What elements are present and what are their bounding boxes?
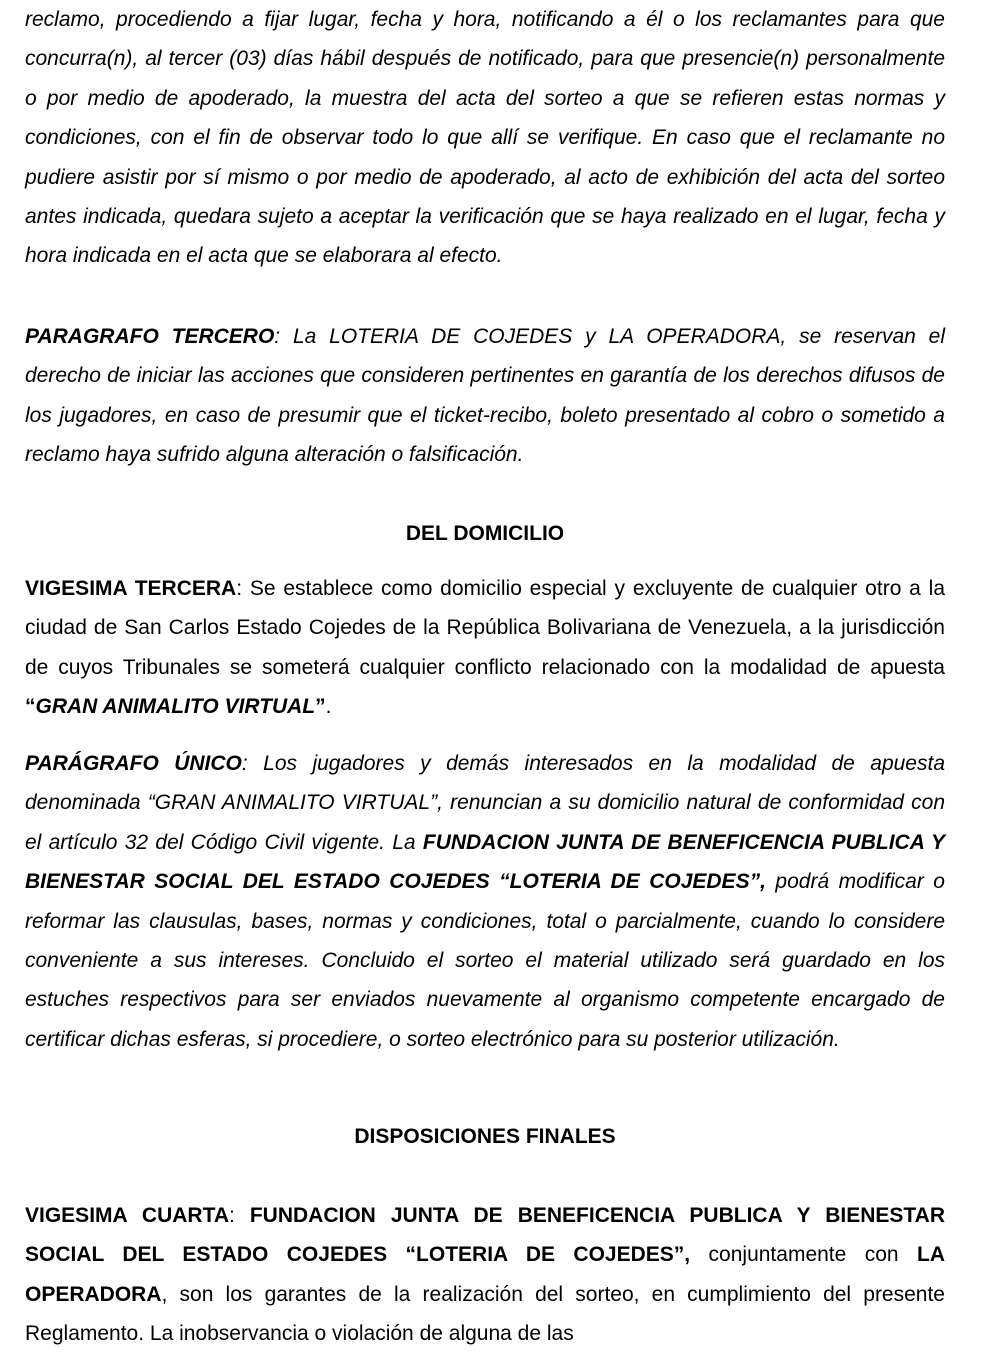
section-heading-domicilio: DEL DOMICILIO — [405, 522, 565, 545]
paragraph-label: VIGESIMA TERCERA — [25, 577, 237, 600]
paragraph-label: PARAGRAFO TERCERO — [25, 325, 275, 348]
paragraph-text-a: : Los jugadores y demás interesados en la modalidad de apuesta denominada “GRAN ANIMALITO VIRTUAL”, renuncian a su domicilio natural de conformidad con el artículo 32 del Código Civil vigente. La — [25, 752, 946, 854]
paragraph-text: : La LOTERIA DE COJEDES y LA OPERADORA, se reservan el derecho de iniciar las acciones que consideren pertinentes en garantía de los derechos difusos de los jugadores, en caso de presumir que el ticket-recibo, boleto presentado al cobro o sometido a reclamo haya sufrido alguna alteración o falsificación. — [25, 325, 946, 467]
paragraph-end: . — [325, 695, 332, 719]
paragraph-bold-a: FUNDACION JUNTA DE BENEFICENCIA PUBLICA Y BIENESTAR SOCIAL DEL ESTADO COJEDES “LOTERIA DE COJEDES”, — [25, 830, 945, 894]
paragraph-text-b: podrá modificar o reformar las clausulas, bases, normas y condiciones, total o parcialmente, cuando lo considere conveniente a sus intereses. Concluido el sorteo el material utilizado será guardado en los estuches respectivos para ser enviados nuevamente al organismo competente encargado de certificar dichas esferas, si procediere, o sorteo electrónico para su posterior utilización. — [25, 870, 945, 1051]
paragraph-tercero — [25, 317, 945, 475]
paragraph-vigesima-tercera — [25, 569, 945, 727]
paragraph-reclamo — [25, 0, 945, 276]
paragraph-label: PARÁGRAFO ÚNICO — [25, 752, 242, 775]
paragraph-bold-b: LA OPERADORA — [25, 1243, 946, 1306]
paragraph-colon: : — [229, 1204, 250, 1227]
quote-close: ” — [315, 695, 326, 719]
paragraph-label: VIGESIMA CUARTA — [25, 1204, 230, 1227]
quote-open: “ — [25, 695, 36, 719]
paragraph-text-a: conjuntamente con — [690, 1243, 918, 1267]
paragraph-bold-a: FUNDACION JUNTA DE BENEFICENCIA PUBLICA Y BIENESTAR SOCIAL DEL ESTADO COJEDES “LOTERIA DE COJEDES”, — [25, 1204, 946, 1267]
paragraph-unico — [25, 744, 945, 1059]
paragraph-vigesima-cuarta — [25, 1196, 945, 1354]
paragraph-text-b: , son los garantes de la realización del sorteo, en cumplimiento del presente Reglamento. La inobservancia o violación de alguna de las — [25, 1282, 945, 1346]
section-heading-disposiciones: DISPOSICIONES FINALES — [354, 1125, 616, 1148]
paragraph-text: reclamo, procediendo a fijar lugar, fecha y hora, notificando a él o los reclamantes para que concurra(n), al tercer (03) días hábil después de notificado, para que presencie(n) personalmente o por medio de apoderado, la muestra del acta del sorteo a que se refieren estas normas y condiciones, con el fin de observar todo lo que allí se verifique. En caso que el reclamante no pudiere asistir por sí mismo o por medio de apoderado, al acto de exhibición del acta del sorteo antes indicada, quedara sujeto a aceptar la verificación que se haya realizado en el lugar, fecha y hora indicada en el acta que se elaborara al efecto. — [25, 8, 945, 268]
paragraph-text: : Se establece como domicilio especial y excluyente de cualquier otro a la ciudad de San Carlos Estado Cojedes de la República Bolivariana de Venezuela, a la jurisdicción de cuyos Tribunales se someterá cualquier conflicto relacionado con la modalidad de apuesta — [25, 577, 945, 679]
quote-text: GRAN ANIMALITO VIRTUAL — [35, 695, 316, 719]
